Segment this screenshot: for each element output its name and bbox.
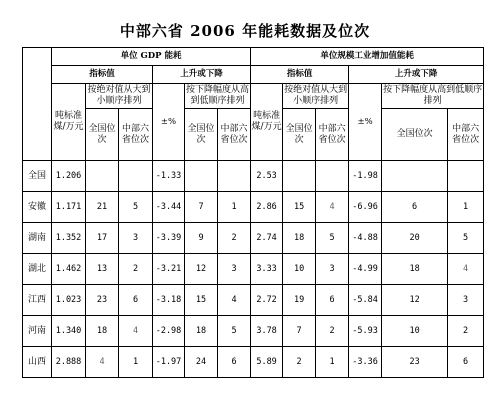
gdp-decline-rank-header: 按下降幅度从高到低顺序排列 (185, 84, 251, 109)
ind-dec-national-cell: 6 (382, 192, 448, 223)
gdp-pm-cell: -1.33 (153, 161, 185, 192)
gdp-value-cell: 1.171 (52, 192, 86, 223)
gdp-dec-central-cell: 6 (218, 347, 251, 378)
region-cell: 江西 (23, 285, 52, 316)
gdp-dec-central-cell (218, 161, 251, 192)
header-row-sections (23, 48, 484, 66)
gdp-dec-national-cell (185, 161, 218, 192)
corner-cell (23, 48, 52, 161)
ind-pm-cell: -3.36 (349, 347, 382, 378)
ind-dec-central-cell (448, 161, 484, 192)
ind-indicator-header: 指标值 (251, 66, 349, 84)
gdp-abs-national-cell: 13 (86, 254, 119, 285)
gdp-abs-central-cell: 1 (119, 347, 153, 378)
energy-data-table (22, 47, 484, 378)
gdp-dec-central-header: 中部六省位次 (218, 109, 251, 161)
gdp-abs-national-cell: 18 (86, 316, 119, 347)
page-title: 中部六省 2006 年能耗数据及位次 (119, 22, 371, 40)
gdp-value-cell: 1.352 (52, 223, 86, 254)
ind-decline-rank-header: 按下降幅度从高到低顺序排列 (382, 84, 484, 109)
ind-abs-central-cell (316, 161, 349, 192)
gdp-abs-central-cell: 3 (119, 223, 153, 254)
gdp-abs-national-cell (86, 161, 119, 192)
gdp-dec-national-cell: 18 (185, 316, 218, 347)
gdp-pm-header: ±% (153, 84, 185, 161)
gdp-dec-central-cell: 2 (218, 223, 251, 254)
ind-pm-cell: -6.96 (349, 192, 382, 223)
gdp-pm-cell: -3.39 (153, 223, 185, 254)
ind-pm-cell: -4.88 (349, 223, 382, 254)
gdp-value-cell: 1.206 (52, 161, 86, 192)
table-row (23, 223, 484, 254)
region-cell: 山西 (23, 347, 52, 378)
ind-dec-national-cell (382, 161, 448, 192)
gdp-abs-central-cell: 4 (119, 316, 153, 347)
ind-abs-national-cell (283, 161, 316, 192)
ind-abs-national-cell: 15 (283, 192, 316, 223)
gdp-dec-national-header: 全国位次 (185, 109, 218, 161)
gdp-dec-central-cell: 5 (218, 316, 251, 347)
ind-dec-central-cell: 5 (448, 223, 484, 254)
industry-section-header: 单位规模工业增加值能耗 (251, 48, 484, 66)
ind-abs-central-cell: 4 (316, 192, 349, 223)
table-row (23, 347, 484, 378)
gdp-abs-national-cell: 21 (86, 192, 119, 223)
ind-pm-cell: -4.99 (349, 254, 382, 285)
table-row (23, 161, 484, 192)
ind-dec-central-header: 中部六省位次 (448, 109, 484, 161)
ind-abs-central-header: 中部六省位次 (316, 109, 349, 161)
ind-abs-national-cell: 2 (283, 347, 316, 378)
gdp-value-cell: 2.888 (52, 347, 86, 378)
region-cell: 河南 (23, 316, 52, 347)
ind-pm-cell: -5.93 (349, 316, 382, 347)
gdp-abs-national-header: 全国位次 (86, 109, 119, 161)
gdp-abs-central-cell: 6 (119, 285, 153, 316)
ind-change-header: 上升或下降 (349, 66, 484, 84)
ind-value-cell: 2.74 (251, 223, 283, 254)
ind-value-cell: 3.33 (251, 254, 283, 285)
gdp-dec-central-cell: 1 (218, 192, 251, 223)
gdp-dec-central-cell: 3 (218, 254, 251, 285)
region-cell: 湖北 (23, 254, 52, 285)
region-cell: 湖南 (23, 223, 52, 254)
gdp-dec-national-cell: 7 (185, 192, 218, 223)
gdp-abs-national-cell: 23 (86, 285, 119, 316)
ind-abs-national-cell: 7 (283, 316, 316, 347)
region-cell: 全国 (23, 161, 52, 192)
gdp-pm-cell: -3.18 (153, 285, 185, 316)
table-row (23, 254, 484, 285)
gdp-dec-national-cell: 9 (185, 223, 218, 254)
gdp-abs-national-cell: 17 (86, 223, 119, 254)
ind-abs-national-cell: 19 (283, 285, 316, 316)
gdp-abs-central-cell: 5 (119, 192, 153, 223)
ind-dec-national-header: 全国位次 (382, 109, 448, 161)
gdp-value-cell: 1.462 (52, 254, 86, 285)
gdp-dec-national-cell: 12 (185, 254, 218, 285)
ind-dec-central-cell: 1 (448, 192, 484, 223)
ind-value-cell: 2.72 (251, 285, 283, 316)
gdp-pm-cell: -3.44 (153, 192, 185, 223)
gdp-dec-central-cell: 4 (218, 285, 251, 316)
ind-dec-central-cell: 3 (448, 285, 484, 316)
gdp-value-cell: 1.340 (52, 316, 86, 347)
ind-abs-central-cell: 1 (316, 347, 349, 378)
gdp-abs-central-cell (119, 161, 153, 192)
ind-dec-national-cell: 23 (382, 347, 448, 378)
gdp-pm-cell: -2.98 (153, 316, 185, 347)
ind-value-cell: 2.86 (251, 192, 283, 223)
gdp-abs-central-cell: 2 (119, 254, 153, 285)
gdp-dec-national-cell: 15 (185, 285, 218, 316)
gdp-pm-cell: -3.21 (153, 254, 185, 285)
ind-dec-central-cell: 6 (448, 347, 484, 378)
region-cell: 安徽 (23, 192, 52, 223)
gdp-change-header: 上升或下降 (153, 66, 251, 84)
ind-dec-central-cell: 4 (448, 254, 484, 285)
gdp-section-header: 单位 GDP 能耗 (52, 48, 251, 66)
ind-pm-cell: -5.84 (349, 285, 382, 316)
ind-pm-cell: -1.98 (349, 161, 382, 192)
ind-value-cell: 5.89 (251, 347, 283, 378)
gdp-abs-national-cell: 4 (86, 347, 119, 378)
ind-pm-header: ±% (349, 84, 382, 161)
ind-abs-central-cell: 5 (316, 223, 349, 254)
ind-dec-national-cell: 20 (382, 223, 448, 254)
ind-value-cell: 3.78 (251, 316, 283, 347)
gdp-indicator-header: 指标值 (52, 66, 153, 84)
ind-dec-central-cell: 2 (448, 316, 484, 347)
header-row-subgroups (23, 84, 484, 109)
gdp-pm-cell: -1.97 (153, 347, 185, 378)
ind-dec-national-cell: 10 (382, 316, 448, 347)
ind-abs-central-cell: 3 (316, 254, 349, 285)
table-row (23, 285, 484, 316)
gdp-value-cell: 1.023 (52, 285, 86, 316)
gdp-abs-central-header: 中部六省位次 (119, 109, 153, 161)
gdp-dec-national-cell: 24 (185, 347, 218, 378)
ind-abs-central-cell: 2 (316, 316, 349, 347)
ind-dec-national-cell: 12 (382, 285, 448, 316)
ind-dec-national-cell: 18 (382, 254, 448, 285)
ind-abs-national-cell: 18 (283, 223, 316, 254)
ind-value-cell: 2.53 (251, 161, 283, 192)
gdp-abs-rank-header: 按绝对值从大到小顺序排列 (86, 84, 153, 109)
table-row (23, 316, 484, 347)
ind-value-header: 吨标准煤/万元 (251, 84, 283, 161)
header-row-groups (23, 66, 484, 84)
ind-abs-rank-header: 按绝对值从大到小顺序排列 (283, 84, 349, 109)
ind-abs-national-cell: 10 (283, 254, 316, 285)
table-row (23, 192, 484, 223)
ind-abs-national-header: 全国位次 (283, 109, 316, 161)
gdp-value-header: 吨标准煤/万元 (52, 84, 86, 161)
ind-abs-central-cell: 6 (316, 285, 349, 316)
